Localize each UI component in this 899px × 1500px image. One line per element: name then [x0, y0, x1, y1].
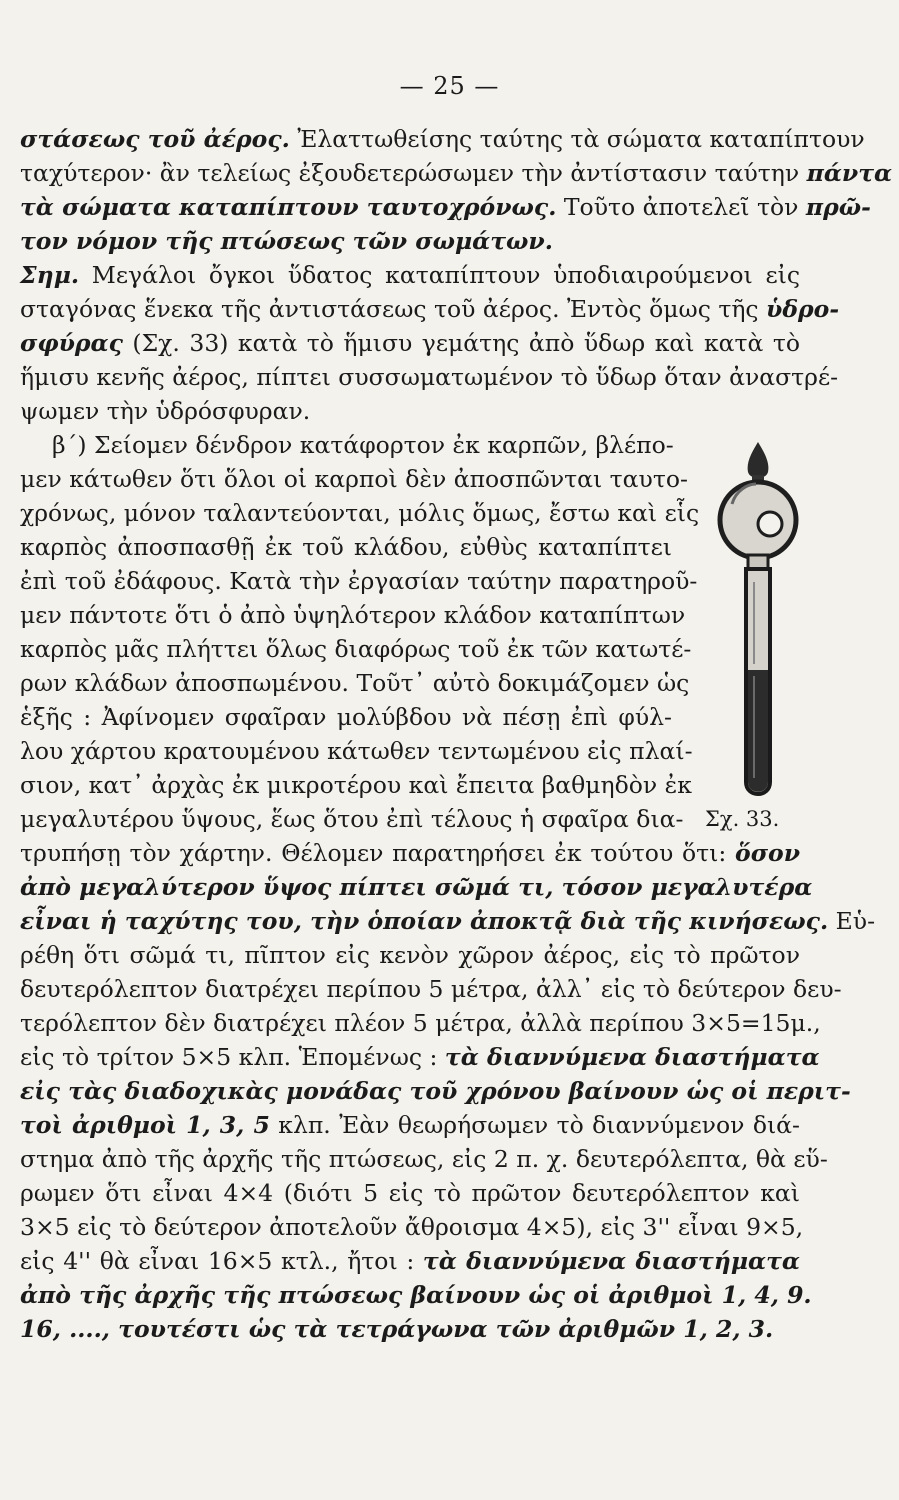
text-line: [20, 360, 839, 394]
text-line: [20, 326, 800, 360]
text-line: [20, 1244, 800, 1278]
text-span: ψωμεν τὴν ὑδρόσφυραν.: [20, 397, 311, 425]
emphasis-text: τοὶ ἀριθμοὶ 1, 3, 5: [20, 1111, 270, 1139]
emphasis-text: 16, ...., τουτέστι ὡς τὰ τετράγωνα τῶν ἀριθμῶν 1, 2, 3.: [20, 1315, 774, 1343]
text-span: στημα ἀπὸ τῆς ἀρχῆς τῆς πτώσεως, εἰς 2 π. χ. δευτερόλεπτα, θὰ εὕ-: [20, 1145, 828, 1173]
figure-caption: Σχ. 33.: [705, 807, 780, 831]
text-line: [20, 1142, 828, 1176]
text-span: κλπ. Ἐὰν θεωρήσωμεν τὸ διαννύμενον διά-: [269, 1111, 800, 1139]
text-span: Ἐλαττωθείσης ταύτης τὰ σώματα καταπίπτουν: [289, 125, 865, 153]
water-hammer-illustration: [712, 442, 802, 802]
text-span: μεν κάτωθεν ὅτι ὅλοι οἱ καρποὶ δὲν ἀποσπῶνται ταυτο-: [20, 465, 688, 493]
text-span: Εὑ-: [828, 907, 876, 935]
text-line: [20, 190, 871, 224]
text-span: β΄) Σείομεν δένδρον κατάφορτον ἐκ καρπῶν, βλέπο-: [52, 431, 674, 459]
emphasis-text: στάσεως τοῦ ἀέρος.: [20, 125, 290, 153]
text-span: λου χάρτου κρατουμένου κάτωθεν τεντωμένου εἰς πλαί-: [20, 737, 693, 765]
text-line: [20, 768, 692, 802]
emphasis-text: ὅσον: [735, 839, 800, 867]
text-line: [20, 1210, 804, 1244]
emphasis-text: εἰς τὰς διαδοχικὰς μονάδας τοῦ χρόνου βαίνουν ὡς οἱ περιτ-: [20, 1077, 851, 1105]
text-span: ἐπὶ τοῦ ἐδάφους. Κατὰ τὴν ἐργασίαν ταύτην παρατηροῦ-: [20, 567, 698, 595]
text-line: [20, 870, 813, 904]
text-line: [20, 1278, 812, 1312]
text-span: μεγαλυτέρου ὕψους, ἕως ὅτου ἐπὶ τέλους ἡ σφαῖρα δια-: [20, 805, 684, 833]
text-span: σταγόνας ἕνεκα τῆς ἀντιστάσεως τοῦ ἀέρος. Ἐντὸς ὅμως τῆς: [20, 295, 767, 323]
text-line: [20, 1312, 800, 1346]
text-line: [20, 632, 692, 666]
text-span: (Σχ. 33) κατὰ τὸ ἥμισυ γεμάτης ἀπὸ ὕδωρ καὶ κατὰ τὸ: [122, 329, 800, 357]
text-span: ρωμεν ὅτι εἶναι 4×4 (διότι 5 εἰς τὸ πρῶτον δευτερόλεπτον καὶ: [20, 1179, 800, 1207]
emphasis-text: εἶναι ἡ ταχύτης του, τὴν ὁποίαν ἀποκτᾷ διὰ τῆς κινήσεως.: [20, 907, 829, 935]
text-line: [20, 938, 800, 972]
text-span: σιον, κατ᾽ ἀρχὰς ἐκ μικροτέρου καὶ ἔπειτα βαθμηδὸν ἐκ: [20, 771, 692, 799]
text-line: [20, 904, 876, 938]
emphasis-text: ἀπὸ μεγαλύτερον ὕψος πίπτει σῶμά τι, τόσον μεγαλυτέρα: [20, 873, 813, 901]
text-span: καρπὸς ἀποσπασθῇ ἐκ τοῦ κλάδου, εὐθὺς καταπίπτει: [20, 533, 672, 561]
text-line: [20, 1040, 820, 1074]
text-line: [20, 462, 688, 496]
text-line: [20, 530, 672, 564]
text-span: καρπὸς μᾶς πλήττει ὅλως διαφόρως τοῦ ἐκ τῶν κατωτέ-: [20, 635, 692, 663]
text-line: [20, 666, 690, 700]
text-span: δευτερόλεπτον διατρέχει περίπου 5 μέτρα, ἀλλ᾽ εἰς τὸ δεύτερον δευ-: [20, 975, 842, 1003]
text-line: [20, 598, 686, 632]
text-line: [20, 224, 800, 258]
text-span: ταχύτερον· ἂν τελείως ἐξουδετερώσωμεν τὴν ἀντίστασιν ταύτην: [20, 159, 807, 187]
emphasis-text: σφύρας: [20, 329, 123, 357]
text-span: εἰς τὸ τρίτον 5×5 κλπ. Ἑπομένως :: [20, 1043, 445, 1071]
emphasis-text: πρῶ-: [805, 193, 871, 221]
text-span: ἑξῆς : Ἀφίνομεν σφαῖραν μολύβδου νὰ πέσῃ ἐπὶ φύλ-: [20, 703, 672, 731]
text-line: [20, 734, 693, 768]
text-span: ρων κλάδων ἀποσπωμένου. Τοῦτ᾽ αὐτὸ δοκιμάζομεν ὡς: [20, 669, 690, 697]
text-line: [20, 1108, 800, 1142]
emphasis-text: τον νόμον τῆς πτώσεως τῶν σωμάτων.: [20, 227, 553, 255]
text-line: [52, 428, 672, 462]
emphasis-text: ὑδρο-: [766, 295, 840, 323]
text-line: [20, 258, 800, 292]
text-line: [20, 122, 865, 156]
text-span: τερόλεπτον δὲν διατρέχει πλέον 5 μέτρα, ἀλλὰ περίπου 3×5=15μ.,: [20, 1009, 821, 1037]
emphasis-text: τὰ διαννύμενα διαστήματα: [422, 1247, 800, 1275]
emphasis-text: Σημ.: [20, 261, 80, 289]
text-span: εἰς 4'' θὰ εἶναι 16×5 κτλ., ἤτοι :: [20, 1247, 423, 1275]
text-span: Τοῦτο ἀποτελεῖ τὸν: [556, 193, 806, 221]
emphasis-text: τὰ διαννύμενα διαστήματα: [444, 1043, 820, 1071]
text-line: [20, 972, 842, 1006]
water-hammer-figure: [712, 442, 802, 832]
text-line: [20, 1074, 851, 1108]
text-line: [20, 564, 698, 598]
text-line: [20, 394, 800, 428]
page-number: — 25 —: [399, 72, 500, 100]
text-line: [20, 836, 800, 870]
text-span: χρόνως, μόνον ταλαντεύονται, μόλις ὅμως, ἔστω καὶ εἷς: [20, 499, 700, 527]
emphasis-text: πάντα: [806, 159, 893, 187]
text-line: [20, 1176, 800, 1210]
text-span: ρέθη ὅτι σῶμά τι, πῖπτον εἰς κενὸν χῶρον ἀέρος, εἰς τὸ πρῶτον: [20, 941, 800, 969]
text-line: [20, 1006, 821, 1040]
text-line: [20, 292, 840, 326]
text-span: Μεγάλοι ὄγκοι ὕδατος καταπίπτουν ὑποδιαιρούμενοι εἰς: [79, 261, 800, 289]
emphasis-text: ἀπὸ τῆς ἀρχῆς τῆς πτώσεως βαίνουν ὡς οἱ ἀριθμοὶ 1, 4, 9.: [20, 1281, 812, 1309]
text-line: [20, 496, 700, 530]
text-span: μεν πάντοτε ὅτι ὁ ἀπὸ ὑψηλότερον κλάδον καταπίπτων: [20, 601, 686, 629]
text-line: [20, 700, 672, 734]
text-span: τρυπήσῃ τὸν χάρτην. Θέλομεν παρατηρήσει ἐκ τούτου ὅτι:: [20, 839, 736, 867]
text-line: [20, 802, 684, 836]
text-span: 3×5 εἰς τὸ δεύτερον ἀποτελοῦν ἄθροισμα 4×5), εἰς 3'' εἶναι 9×5,: [20, 1213, 804, 1241]
text-line: [20, 156, 893, 190]
emphasis-text: τὰ σώματα καταπίπτουν ταυτοχρόνως.: [20, 193, 557, 221]
text-span: ἥμισυ κενῆς ἀέρος, πίπτει συσσωματωμένον τὸ ὕδωρ ὅταν ἀναστρέ-: [20, 363, 839, 391]
